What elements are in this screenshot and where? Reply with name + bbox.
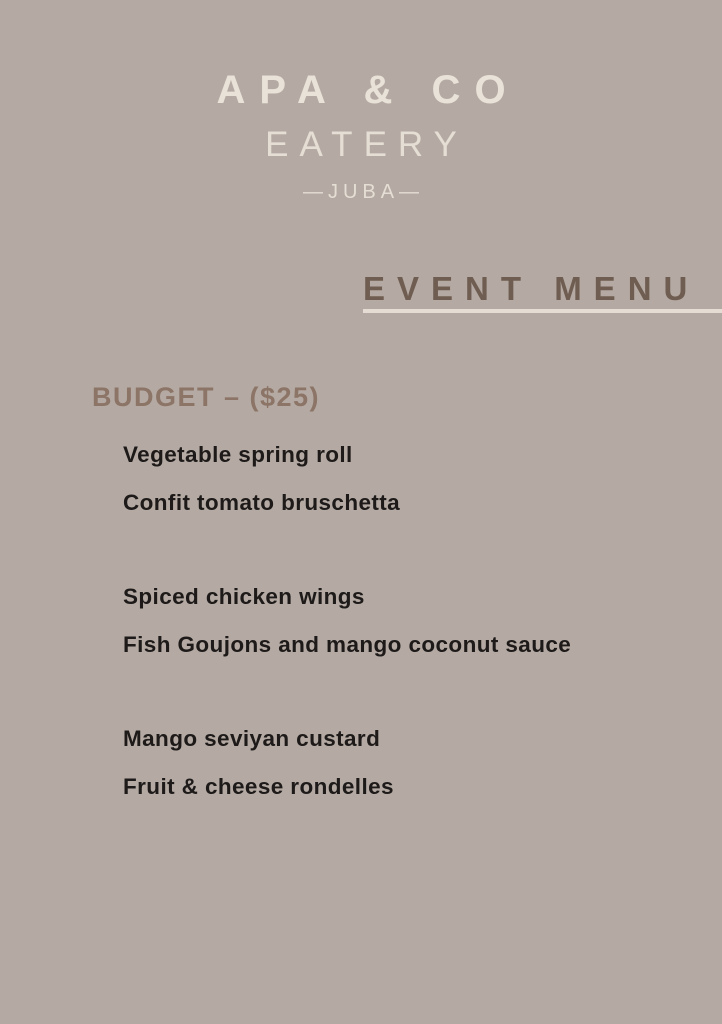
course-group-mains: [123, 573, 682, 669]
brand-type: EATERY: [265, 125, 468, 164]
section-heading-budget: BUDGET – ($25): [92, 382, 321, 412]
course-group-starters: [123, 431, 682, 527]
event-menu-title: EVENT MENU: [363, 270, 700, 307]
course-group-desserts: [123, 715, 682, 811]
menu-item: Fruit & cheese rondelles: [123, 774, 394, 799]
title-underline-rule: [363, 309, 722, 313]
menu-item: Confit tomato bruschetta: [123, 490, 401, 515]
menu-item: Fish Goujons and mango coconut sauce: [123, 632, 572, 657]
menu-item-list: [123, 431, 682, 857]
menu-item: Vegetable spring roll: [123, 442, 353, 467]
brand-location: —JUBA—: [302, 181, 425, 203]
brand-name: APA & CO: [216, 68, 520, 112]
brand-header: [0, 68, 722, 204]
menu-item: Mango seviyan custard: [123, 726, 381, 751]
menu-item: Spiced chicken wings: [123, 584, 365, 609]
